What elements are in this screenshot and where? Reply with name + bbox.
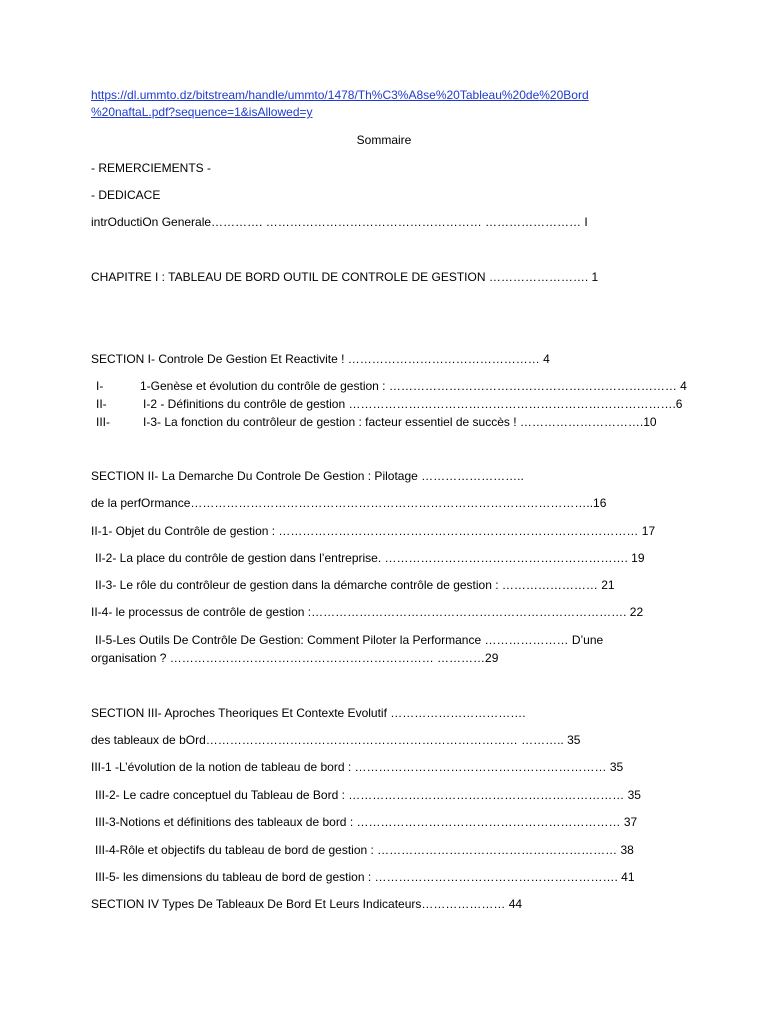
page-title: Sommaire	[356, 133, 412, 147]
toc-section-2-cont: de la perfOrmance………………………………………………………………………………………..16	[91, 496, 607, 510]
toc-dedicace: - DEDICACE	[91, 188, 161, 202]
toc-s2-item-1: II-1- Objet du Contrôle de gestion : ……………………………………………………………………………… 17	[91, 524, 656, 538]
toc-s1-num-2: II-	[96, 397, 107, 411]
toc-s1-item-2: I-2 - Définitions du contrôle de gestion ……………………………………………………………………….6	[143, 397, 683, 411]
toc-s3-item-4: III-4-Rôle et objectifs du tableau de bord de gestion : …………………………………………………… 38	[95, 843, 634, 857]
source-link-line2[interactable]: %20naftaL.pdf?sequence=1&isAllowed=y	[91, 105, 313, 119]
toc-section-2: SECTION II- La Demarche Du Controle De Gestion : Pilotage ……………………..	[91, 469, 524, 483]
toc-s2-item-5: II-5-Les Outils De Contrôle De Gestion: Comment Piloter la Performance ………………… D’une	[95, 633, 604, 647]
toc-introduction: intrOductiOn Generale…………. ……………………………………………… …………………… I	[91, 215, 588, 229]
toc-s2-item-4: II-4- le processus de contrôle de gestion :……………………………………………………………………. 22	[91, 605, 644, 619]
toc-s1-num-1: I-	[96, 379, 104, 393]
toc-section-4: SECTION IV Types De Tableaux De Bord Et Leurs Indicateurs………………… 44	[91, 897, 523, 911]
toc-s1-item-3: I-3- La fonction du contrôleur de gestion : facteur essentiel de succès ! ………………………….10	[143, 415, 657, 429]
toc-s2-item-3: II-3- Le rôle du contrôleur de gestion dans la démarche contrôle de gestion : …………………… 21	[95, 578, 615, 592]
toc-s1-item-1: 1-Genèse et évolution du contrôle de gestion : ……………………………………………………………… 4	[140, 379, 687, 393]
toc-remerciements: - REMERCIEMENTS -	[91, 161, 211, 175]
toc-s2-item-2: II-2- La place du contrôle de gestion dans l’entreprise. ……………………………………………………. 19	[95, 551, 645, 565]
source-link-line1[interactable]: https://dl.ummto.dz/bitstream/handle/ummto/1478/Th%C3%A8se%20Tableau%20de%20Bord	[91, 88, 589, 102]
toc-s2-item-5-cont: organisation ? ………………………………………………………… …………29	[91, 651, 499, 665]
toc-s3-item-5: III-5- les dimensions du tableau de bord de gestion : ……………………………………………………. 41	[95, 870, 635, 884]
toc-section-3-cont: des tableaux de bOrd…………………………………………………………………… ……….. 35	[91, 733, 581, 747]
toc-section-1: SECTION I- Controle De Gestion Et Reactivite ! ………………………………………… 4	[91, 352, 550, 366]
toc-s3-item-3: III-3-Notions et définitions des tableaux de bord : ………………………………………………………… 37	[95, 815, 638, 829]
toc-s1-num-3: III-	[96, 415, 110, 429]
toc-s3-item-1: III-1 -L’évolution de la notion de tableau de bord : ……………………………………………………… 35	[91, 760, 624, 774]
toc-s3-item-2: III-2- Le cadre conceptuel du Tableau de Bord : …………………………………………………………… 35	[95, 788, 641, 802]
toc-section-3: SECTION III- Aproches Theoriques Et Contexte Evolutif …………………………….	[91, 706, 526, 720]
toc-chapitre-1: CHAPITRE I : TABLEAU DE BORD OUTIL DE CONTROLE DE GESTION ……………………. 1	[91, 270, 599, 284]
